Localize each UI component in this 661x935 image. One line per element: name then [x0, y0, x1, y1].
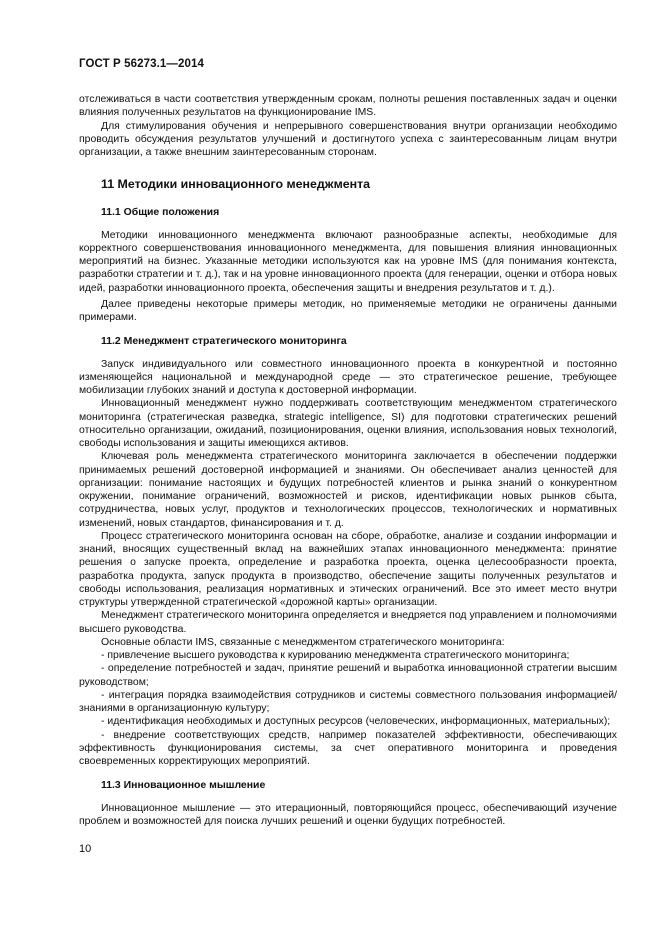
page-number: 10 [79, 843, 92, 855]
paragraph: отслеживаться в части соответствия утвержденным срокам, полноты решения поставленных задач и оценки влияния полученных результатов на функционирование IMS. [79, 94, 617, 119]
list-item: - внедрение соответствующих средств, например показателей эффективности, обеспечивающих эффективность функционирования системы, за счет оперативного мониторинга и проведения своевременных корректирующих мероприятий. [79, 729, 617, 767]
paragraph: Менеджмент стратегического мониторинга определяется и внедряется под управлением и полномочиями высшего руководства. [79, 610, 617, 635]
paragraph: Инновационный менеджмент нужно поддерживать соответствующим менеджментом стратегического мониторинга (стратегическая разведка, strategic intelligence, SI) для подготовки стратегических решений относительно организации, ожиданий, позиционирования, оценки влияния, использования новых технологий, свободы использования и защиты имеющихся активов. [79, 398, 617, 449]
paragraph: Инновационное мышление — это итерационный, повторяющийся процесс, обеспечивающий изучение проблем и возможностей для поиска лучших решений и оценки будущих потребностей. [79, 802, 617, 827]
list-item: - интеграция порядка взаимодействия сотрудников и системы совместного пользования информацией/знаниями в организационную культуру; [79, 689, 617, 714]
document-code-header: ГОСТ Р 56273.1—2014 [79, 58, 204, 70]
paragraph: Ключевая роль менеджмента стратегического мониторинга заключается в обеспечении поддержки принимаемых решений достоверной информацией и знаниями. Он обеспечивает анализ ценностей для организации: понимание настоящих и будущих потребностей клиентов и рынка знаний о конкурентном окружении, понимание ограничений, возможностей и рисков, идентификации новых рынков сбыта, сотрудничества, новых услуг, продуктов и технологических процессов, технологических и нормативных изменений, новых стандартов, финансирования и т. д. [79, 451, 617, 529]
paragraph: Запуск индивидуального или совместного инновационного проекта в конкурентной и постоянно изменяющейся национальной и международной среде — это стратегическое решение, требующее мобилизации глубоких знаний и доступа к достоверной информации. [79, 358, 617, 396]
paragraph: Методики инновационного менеджмента включают разнообразные аспекты, необходимые для корректного совершенствования инновационного менеджмента, для повышения влияния инновационных мероприятий на бизнес. Указанные методики используются как на уровне IMS (для понимания контекста, разработки стратегии и т. д.), так и на уровне инновационного проекта (для генерации, оценки и отбора новых идей, разработки инновационного проекта, обеспечения защиты и внедрения результатов и т. д.). [79, 229, 617, 294]
list-item: - идентификация необходимых и доступных ресурсов (человеческих, информационных, материальных); [101, 716, 611, 728]
list-item: - привлечение высшего руководства к курированию менеджмента стратегического мониторинга; [101, 650, 570, 661]
subsection-heading: 11.3 Инновационное мышление [101, 780, 266, 792]
section-heading: 11 Методики инновационного менеджмента [101, 177, 371, 192]
page-content [79, 93, 617, 828]
paragraph: Процесс стратегического мониторинга основан на сборе, обработке, анализе и создании информации и знаний, вносящих существенный вклад на важнейших этапах инновационного менеджмента: принятие решения о запуске проекта, определение и разработка проекта, оценка целесообразности проекта, разработка продукта, запуск продукта в производство, обеспечение защиты полученных результатов и свободы использования, реализация нормативных и этических ограничений. Все это имеет место внутри структуры утвержденной стратегической «дорожной карты» организации. [79, 530, 617, 608]
paragraph: Для стимулирования обучения и непрерывного совершенствования внутри организации необходимо проводить обсуждения результатов улучшений и достигнутого успеха с заинтересованным лицам внутри организации, а также внешним заинтересованным сторонам. [79, 120, 617, 158]
subsection-heading: 11.1 Общие положения [101, 207, 220, 219]
list-item: - определение потребностей и задач, принятие решений и выработка инновационной стратегии высшим руководством; [79, 663, 617, 688]
paragraph: Основные области IMS, связанные с менеджментом стратегического мониторинга: [101, 636, 505, 648]
subsection-heading: 11.2 Менеджмент стратегического мониторинга [101, 336, 347, 348]
paragraph: Далее приведены некоторые примеры методик, но применяемые методики не ограничены данными примерами. [79, 298, 617, 323]
